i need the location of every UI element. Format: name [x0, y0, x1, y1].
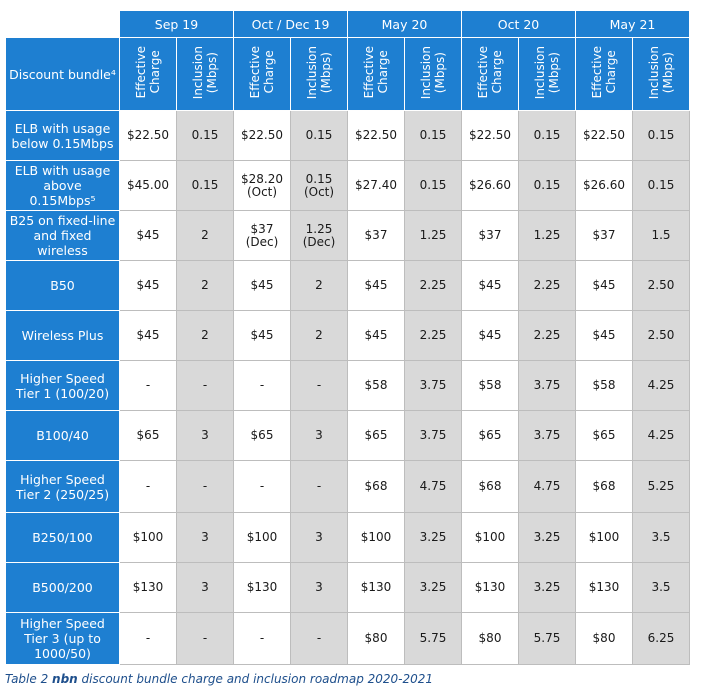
inclusion-cell: 3.75 — [519, 411, 576, 461]
sub-header-row — [6, 38, 690, 111]
inclusion-header: Inclusion (Mbps) — [519, 38, 576, 111]
bundle-table — [5, 10, 690, 665]
effective-charge-cell: $100 — [234, 513, 291, 563]
inclusion-cell: 3 — [177, 411, 234, 461]
table-row — [6, 161, 690, 211]
effective-charge-header: Effective Charge — [576, 38, 633, 111]
inclusion-cell: 3.25 — [405, 513, 462, 563]
inclusion-cell: 0.15 — [633, 111, 690, 161]
period-header: May 20 — [348, 11, 462, 38]
inclusion-cell: 3.5 — [633, 563, 690, 613]
inclusion-cell: 1.25 — [405, 211, 462, 261]
period-header: May 21 — [576, 11, 690, 38]
effective-charge-cell: $130 — [120, 563, 177, 613]
effective-charge-cell: - — [234, 613, 291, 665]
effective-charge-cell: $26.60 — [462, 161, 519, 211]
inclusion-cell: 3 — [291, 513, 348, 563]
inclusion-header: Inclusion (Mbps) — [405, 38, 462, 111]
inclusion-cell: 5.25 — [633, 461, 690, 513]
effective-charge-cell: $37 (Dec) — [234, 211, 291, 261]
effective-charge-cell: $130 — [348, 563, 405, 613]
effective-charge-cell: $68 — [576, 461, 633, 513]
inclusion-cell: 3.75 — [405, 411, 462, 461]
inclusion-cell: 2 — [177, 261, 234, 311]
inclusion-cell: - — [291, 461, 348, 513]
effective-charge-cell: $45 — [462, 311, 519, 361]
effective-charge-cell: $65 — [234, 411, 291, 461]
inclusion-cell: 3 — [291, 411, 348, 461]
effective-charge-cell: $37 — [576, 211, 633, 261]
inclusion-cell: - — [291, 361, 348, 411]
inclusion-cell: - — [177, 361, 234, 411]
effective-charge-cell: $130 — [234, 563, 291, 613]
effective-charge-cell: $80 — [462, 613, 519, 665]
inclusion-cell: 0.15 (Oct) — [291, 161, 348, 211]
effective-charge-cell: - — [234, 361, 291, 411]
inclusion-cell: - — [291, 613, 348, 665]
effective-charge-cell: $65 — [120, 411, 177, 461]
table-row — [6, 513, 690, 563]
table-caption: Table 2 nbn discount bundle charge and inclusion roadmap 2020-2021 — [5, 672, 434, 686]
effective-charge-cell: $58 — [348, 361, 405, 411]
inclusion-cell: 4.25 — [633, 411, 690, 461]
effective-charge-cell: $100 — [576, 513, 633, 563]
inclusion-cell: 1.25 — [519, 211, 576, 261]
effective-charge-cell: - — [234, 461, 291, 513]
effective-charge-cell: $65 — [348, 411, 405, 461]
inclusion-cell: 2.50 — [633, 311, 690, 361]
inclusion-cell: 2.25 — [405, 311, 462, 361]
effective-charge-cell: $100 — [120, 513, 177, 563]
inclusion-cell: 0.15 — [405, 111, 462, 161]
effective-charge-cell: $45 — [348, 261, 405, 311]
effective-charge-header: Effective Charge — [234, 38, 291, 111]
effective-charge-cell: $27.40 — [348, 161, 405, 211]
effective-charge-cell: $130 — [576, 563, 633, 613]
effective-charge-cell: $58 — [576, 361, 633, 411]
effective-charge-cell: $28.20 (Oct) — [234, 161, 291, 211]
effective-charge-cell: $45 — [120, 211, 177, 261]
bundle-name: B500/200 — [6, 563, 120, 613]
inclusion-cell: 2 — [177, 211, 234, 261]
effective-charge-cell: $22.50 — [462, 111, 519, 161]
table-row — [6, 211, 690, 261]
inclusion-cell: 6.25 — [633, 613, 690, 665]
effective-charge-cell: $100 — [462, 513, 519, 563]
bundle-name: B25 on fixed-line and fixed wireless — [6, 211, 120, 261]
inclusion-cell: 3.25 — [519, 513, 576, 563]
effective-charge-cell: $65 — [462, 411, 519, 461]
inclusion-cell: 3.25 — [405, 563, 462, 613]
effective-charge-header: Effective Charge — [462, 38, 519, 111]
table-row — [6, 461, 690, 513]
effective-charge-cell: $45 — [120, 311, 177, 361]
effective-charge-cell: $100 — [348, 513, 405, 563]
inclusion-cell: - — [177, 613, 234, 665]
effective-charge-cell: $130 — [462, 563, 519, 613]
table-row — [6, 111, 690, 161]
effective-charge-cell: $45 — [576, 311, 633, 361]
effective-charge-cell: - — [120, 613, 177, 665]
effective-charge-cell: $65 — [576, 411, 633, 461]
effective-charge-cell: $45 — [234, 311, 291, 361]
effective-charge-cell: $22.50 — [576, 111, 633, 161]
corner-cell — [6, 11, 120, 38]
inclusion-cell: 0.15 — [177, 111, 234, 161]
bundle-name: ELB with usage above 0.15Mbps⁵ — [6, 161, 120, 211]
effective-charge-cell: $45 — [348, 311, 405, 361]
period-header-row — [6, 11, 690, 38]
inclusion-cell: 2.50 — [633, 261, 690, 311]
discount-bundle-header: Discount bundle⁴ — [6, 38, 120, 111]
effective-charge-cell: $37 — [462, 211, 519, 261]
table-body — [6, 111, 690, 665]
inclusion-cell: 3 — [177, 513, 234, 563]
inclusion-cell: 3.75 — [519, 361, 576, 411]
inclusion-cell: 0.15 — [405, 161, 462, 211]
inclusion-cell: 3.25 — [519, 563, 576, 613]
effective-charge-cell: $26.60 — [576, 161, 633, 211]
bundle-name: Wireless Plus — [6, 311, 120, 361]
inclusion-cell: 3.5 — [633, 513, 690, 563]
effective-charge-cell: $80 — [576, 613, 633, 665]
period-header: Oct / Dec 19 — [234, 11, 348, 38]
table-row — [6, 361, 690, 411]
table-wrapper — [5, 10, 690, 665]
bundle-name: ELB with usage below 0.15Mbps — [6, 111, 120, 161]
effective-charge-header: Effective Charge — [348, 38, 405, 111]
inclusion-cell: 0.15 — [633, 161, 690, 211]
inclusion-cell: 1.25 (Dec) — [291, 211, 348, 261]
effective-charge-cell: - — [120, 361, 177, 411]
effective-charge-cell: $22.50 — [120, 111, 177, 161]
inclusion-cell: 3.75 — [405, 361, 462, 411]
inclusion-cell: 3 — [291, 563, 348, 613]
inclusion-cell: - — [177, 461, 234, 513]
inclusion-cell: 5.75 — [519, 613, 576, 665]
inclusion-cell: 4.75 — [519, 461, 576, 513]
effective-charge-cell: $68 — [462, 461, 519, 513]
bundle-name: Higher Speed Tier 1 (100/20) — [6, 361, 120, 411]
table-row — [6, 613, 690, 665]
inclusion-cell: 2.25 — [519, 311, 576, 361]
inclusion-cell: 3 — [177, 563, 234, 613]
bundle-name: Higher Speed Tier 2 (250/25) — [6, 461, 120, 513]
inclusion-cell: 2.25 — [405, 261, 462, 311]
effective-charge-cell: - — [120, 461, 177, 513]
bundle-name: B50 — [6, 261, 120, 311]
inclusion-cell: 1.5 — [633, 211, 690, 261]
table-row — [6, 311, 690, 361]
bundle-name: B100/40 — [6, 411, 120, 461]
table-row — [6, 411, 690, 461]
bundle-name: Higher Speed Tier 3 (up to 1000/50) — [6, 613, 120, 665]
bundle-name: B250/100 — [6, 513, 120, 563]
inclusion-cell: 4.25 — [633, 361, 690, 411]
inclusion-cell: 2.25 — [519, 261, 576, 311]
effective-charge-cell: $68 — [348, 461, 405, 513]
table-row — [6, 563, 690, 613]
effective-charge-cell: $45 — [120, 261, 177, 311]
inclusion-cell: 2 — [291, 261, 348, 311]
inclusion-cell: 0.15 — [519, 111, 576, 161]
inclusion-cell: 0.15 — [291, 111, 348, 161]
effective-charge-cell: $45 — [576, 261, 633, 311]
table-row — [6, 261, 690, 311]
effective-charge-cell: $45.00 — [120, 161, 177, 211]
inclusion-header: Inclusion (Mbps) — [177, 38, 234, 111]
effective-charge-cell: $22.50 — [348, 111, 405, 161]
effective-charge-cell: $58 — [462, 361, 519, 411]
effective-charge-cell: $45 — [462, 261, 519, 311]
inclusion-cell: 5.75 — [405, 613, 462, 665]
inclusion-header: Inclusion (Mbps) — [633, 38, 690, 111]
period-header: Sep 19 — [120, 11, 234, 38]
inclusion-cell: 4.75 — [405, 461, 462, 513]
effective-charge-cell: $45 — [234, 261, 291, 311]
inclusion-cell: 2 — [177, 311, 234, 361]
period-header: Oct 20 — [462, 11, 576, 38]
inclusion-cell: 0.15 — [177, 161, 234, 211]
inclusion-cell: 0.15 — [519, 161, 576, 211]
effective-charge-cell: $80 — [348, 613, 405, 665]
effective-charge-header: Effective Charge — [120, 38, 177, 111]
effective-charge-cell: $22.50 — [234, 111, 291, 161]
effective-charge-cell: $37 — [348, 211, 405, 261]
inclusion-header: Inclusion (Mbps) — [291, 38, 348, 111]
inclusion-cell: 2 — [291, 311, 348, 361]
